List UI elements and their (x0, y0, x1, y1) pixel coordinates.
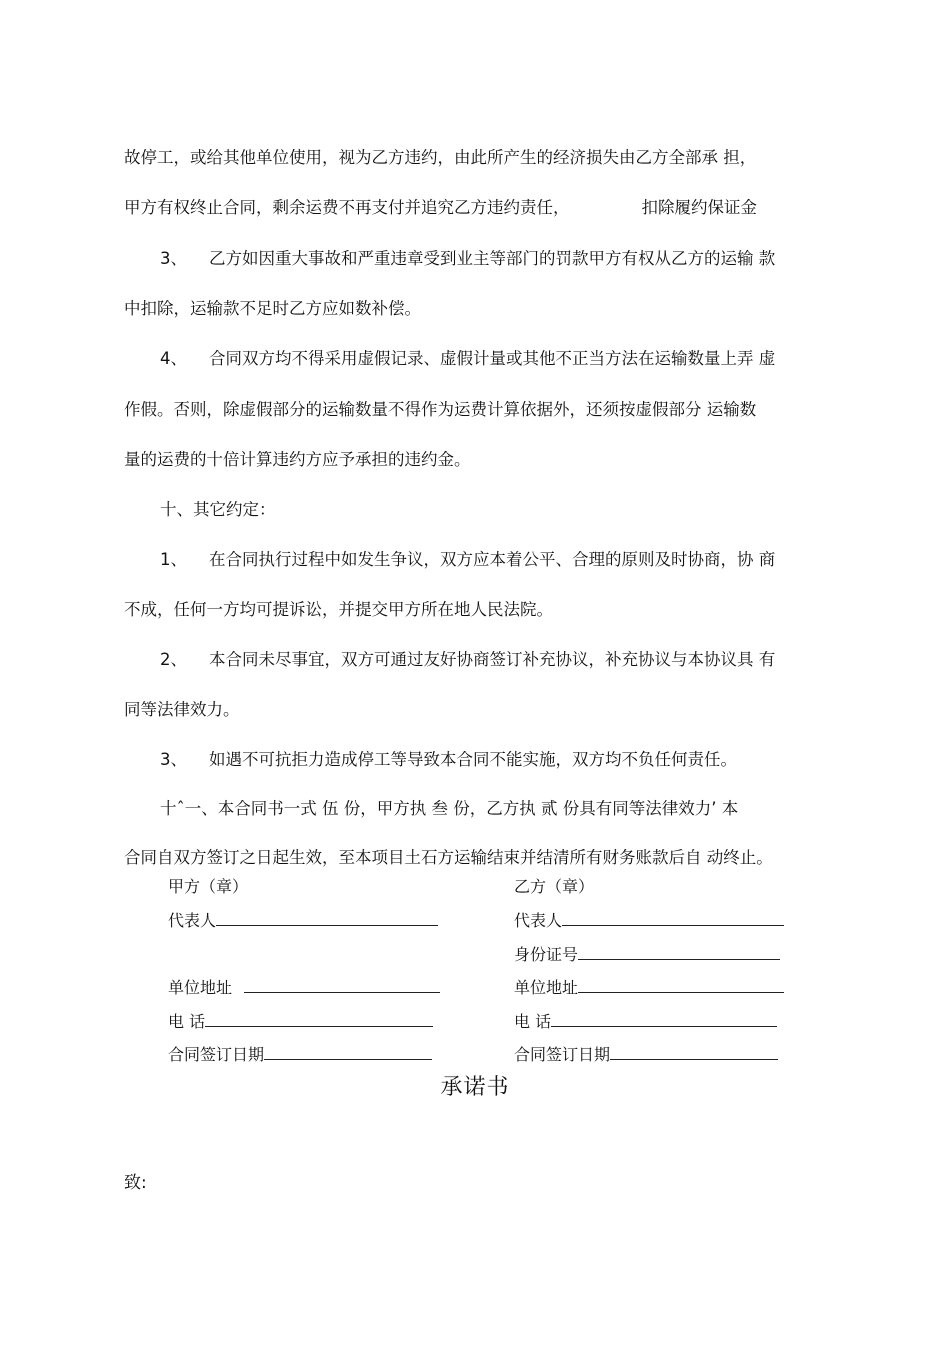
label: 代表人 (514, 911, 563, 930)
paragraph-line (124, 448, 824, 472)
paragraph-line (124, 146, 824, 170)
text: 十ˆ一、本合同书一式 伍 份，甲方执 叁 份，乙方执 贰 份具有同等法律效力’ 本 (160, 799, 739, 818)
clause-number: 2、 (160, 650, 187, 669)
party-a-date (168, 1043, 432, 1066)
label: 单位地址 (514, 978, 579, 997)
text: 中扣除，运输款不足时乙方应如数补偿。 (124, 299, 421, 318)
label: 身份证号 (514, 945, 579, 964)
label: 代表人 (168, 911, 217, 930)
section-10-clause-3 (160, 748, 860, 772)
party-b-rep (514, 909, 784, 932)
clause-number: 1、 (160, 550, 187, 569)
text: 合同双方均不得采用虚假记录、虚假计量或其他不正当方法在运输数量上弄 虚 (209, 349, 776, 368)
label: 乙方（章） (514, 877, 595, 896)
clause-number: 3、 (160, 249, 187, 268)
party-b-date (514, 1043, 778, 1066)
label: 单位地址 (168, 978, 233, 997)
clause-number: 3、 (160, 750, 187, 769)
paragraph-line (124, 846, 824, 870)
label: 甲方（章） (168, 877, 249, 896)
section-10-clause-1 (160, 548, 860, 572)
pledge-title: 承诺书 (440, 1075, 510, 1100)
blank-line (264, 1043, 432, 1060)
party-a-rep (168, 909, 438, 932)
blank-line (216, 909, 438, 926)
blank-line (562, 909, 784, 926)
party-a-address (168, 976, 440, 999)
text: 同等法律效力。 (124, 700, 240, 719)
party-a-seal (168, 876, 248, 898)
blank-line (578, 976, 784, 993)
text: 甲方有权终止合同，剩余运费不再支付并追究乙方违约责任， (124, 198, 570, 217)
text: 如遇不可抗拒力造成停工等导致本合同不能实施，双方均不负任何责任。 (209, 750, 737, 769)
party-a-phone (168, 1010, 433, 1033)
text: 在合同执行过程中如发生争议，双方应本着公平、合理的原则及时协商，协 商 (209, 550, 776, 569)
clause-3 (160, 247, 860, 271)
party-b-id (514, 943, 780, 966)
clause-number: 4、 (160, 349, 187, 368)
clause-4 (160, 347, 860, 371)
paragraph-line (124, 297, 824, 321)
text: 不成，任何一方均可提诉讼，并提交甲方所在地人民法院。 (124, 600, 553, 619)
label: 电 话 (168, 1012, 206, 1031)
text: 作假。否则，除虚假部分的运输数量不得作为运费计算依据外，还须按虚假部分 运输数 (124, 400, 757, 419)
paragraph-line (124, 196, 824, 220)
text: 扣除履约保证金 (641, 198, 757, 217)
party-b-address (514, 976, 784, 999)
text: 量的运费的十倍计算违约方应予承担的违约金。 (124, 450, 471, 469)
blank-line (610, 1043, 778, 1060)
blank-line (244, 976, 440, 993)
paragraph-line (124, 598, 824, 622)
section-11 (160, 797, 860, 821)
paragraph-line (124, 398, 824, 422)
party-b-phone (514, 1010, 777, 1033)
text: 故停工，或给其他单位使用，视为乙方违约，由此所产生的经济损失由乙方全部承 担， (124, 148, 757, 167)
blank-line (578, 943, 780, 960)
text: 十、其它约定： (160, 500, 276, 519)
text: 本合同未尽事宜，双方可通过友好协商签订补充协议，补充协议与本协议具 有 (209, 650, 776, 669)
label: 电 话 (514, 1012, 552, 1031)
section-10-heading (160, 498, 860, 522)
text: 合同自双方签订之日起生效，至本项目土石方运输结束并结清所有财务账款后自 动终止。 (124, 848, 773, 867)
text: 乙方如因重大事故和严重违章受到业主等部门的罚款甲方有权从乙方的运输 款 (209, 249, 776, 268)
paragraph-line (124, 698, 824, 722)
section-10-clause-2 (160, 648, 860, 672)
blank-line (551, 1010, 777, 1027)
pledge-recipient: 致: (124, 1173, 147, 1193)
label: 合同签订日期 (514, 1045, 611, 1064)
party-b-seal (514, 876, 594, 898)
label: 合同签订日期 (168, 1045, 265, 1064)
blank-line (205, 1010, 433, 1027)
